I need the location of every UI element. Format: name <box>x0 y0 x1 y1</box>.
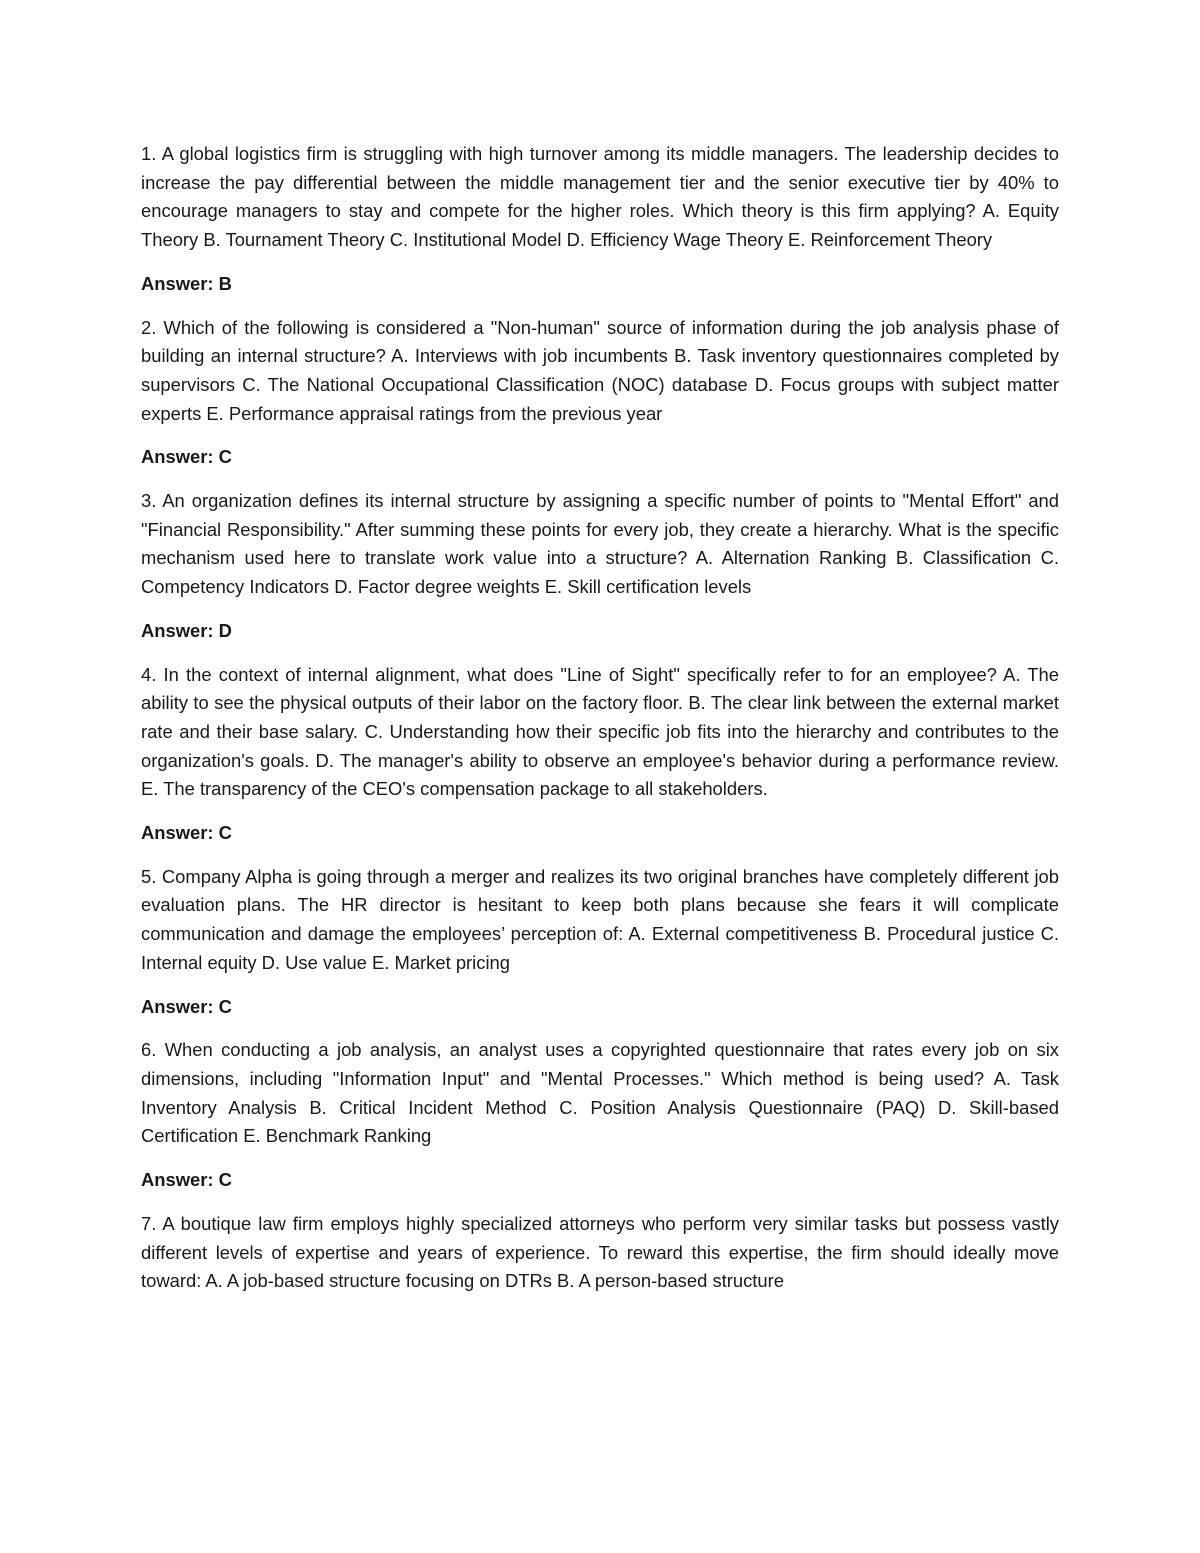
question-5-answer: Answer: C <box>141 995 232 1017</box>
question-3-text: 3. An organization defines its internal structure by assigning a specific number of points to "Mental Effort" and "Financial Responsibility." After summing these points for every job, they create a hierarchy. What is the specific mechanism used here to translate work value into a structure? A. Alternation Ranking B. Classification C. Competency Indicators D. Factor degree weights E. Skill certification levels <box>141 490 1059 598</box>
question-2-answer: Answer: C <box>141 446 232 468</box>
question-4-text: 4. In the context of internal alignment, what does "Line of Sight" specifically refer to for an employee? A. The ability to see the physical outputs of their labor on the factory floor. B. The clear link between the external market rate and their base salary. C. Understanding how their specific job fits into the hierarchy and contributes to the organization's goals. D. The manager's ability to observe an employee's behavior during a performance review. E. The transparency of the CEO's compensation package to all stakeholders. <box>141 663 1059 800</box>
question-3-answer: Answer: D <box>141 619 232 641</box>
question-4-answer: Answer: C <box>141 822 232 844</box>
question-6-text: 6. When conducting a job analysis, an analyst uses a copyrighted questionnaire that rates every job on six dimensions, including "Information Input" and "Mental Processes." Which method is being used? A. Task Inventory Analysis B. Critical Incident Method C. Position Analysis Questionnaire (PAQ) D. Skill-based Certification E. Benchmark Ranking <box>141 1039 1059 1147</box>
question-2-text: 2. Which of the following is considered a "Non-human" source of information during the job analysis phase of building an internal structure? A. Interviews with job incumbents B. Task inventory questionnaires completed by supervisors C. The National Occupational Classification (NOC) database D. Focus groups with subject matter experts E. Performance appraisal ratings from the previous year <box>141 316 1059 424</box>
document-page <box>141 140 1059 1296</box>
question-5-text: 5. Company Alpha is going through a merger and realizes its two original branches have completely different job evaluation plans. The HR director is hesitant to keep both plans because she fears it will complicate communication and damage the employees’ perception of: A. External competitiveness B. Procedural justice C. Internal equity D. Use value E. Market pricing <box>141 865 1059 973</box>
question-1-text: 1. A global logistics firm is struggling with high turnover among its middle managers. The leadership decides to increase the pay differential between the middle management tier and the senior executive tier by 40% to encourage managers to stay and compete for the higher roles. Which theory is this firm applying? A. Equity Theory B. Tournament Theory C. Institutional Model D. Efficiency Wage Theory E. Reinforcement Theory <box>141 143 1059 251</box>
question-6-answer: Answer: C <box>141 1169 232 1191</box>
question-1-answer: Answer: B <box>141 272 232 294</box>
question-7-text: 7. A boutique law firm employs highly specialized attorneys who perform very similar tasks but possess vastly different levels of expertise and years of experience. To reward this expertise, the firm should ideally move toward: A. A job-based structure focusing on DTRs B. A person-based structure <box>141 1212 1059 1292</box>
